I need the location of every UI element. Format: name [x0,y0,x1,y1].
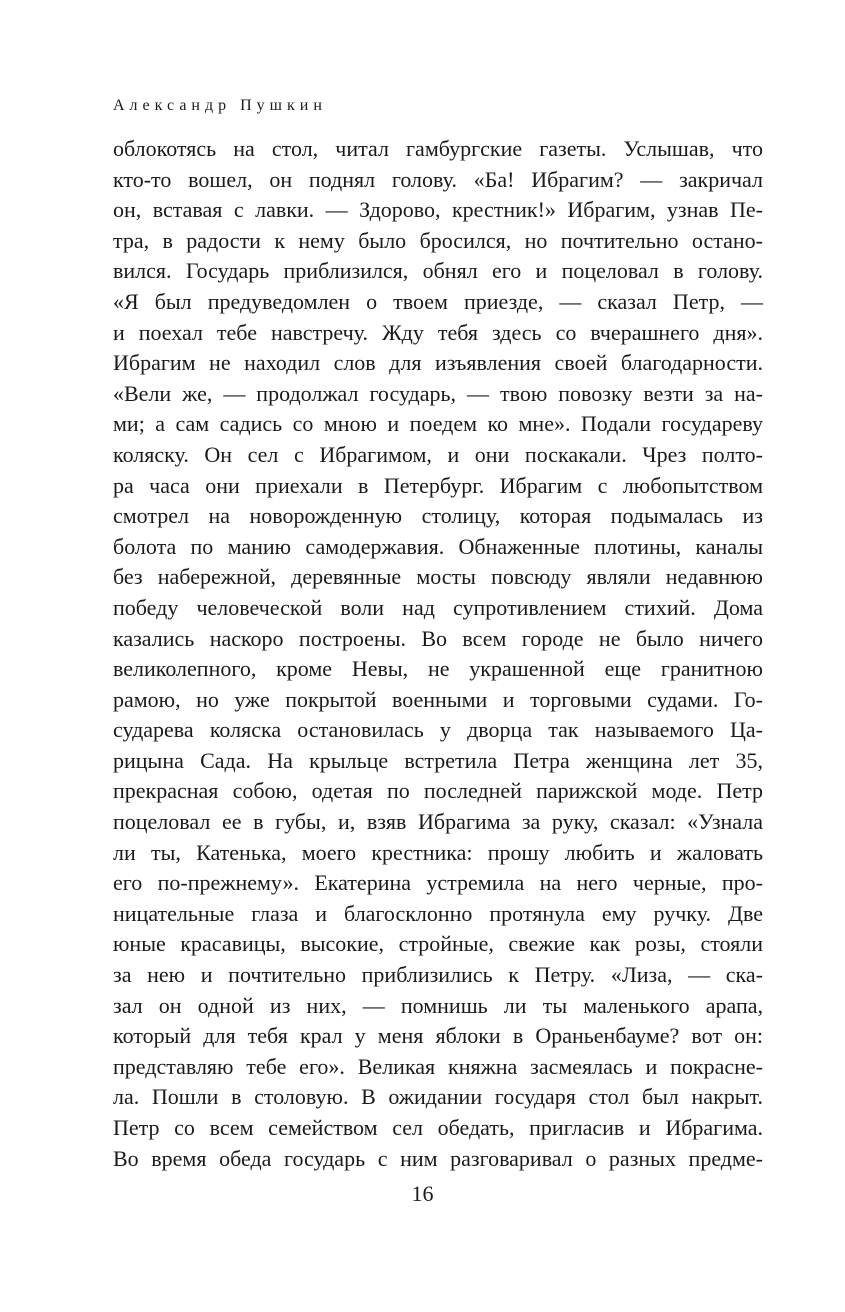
text-line: вился. Государь приблизился, обнял его и поцеловал в голову. [113,258,763,284]
text-line: Ибрагим не находил слов для изъявления своей благодарности. [113,350,763,376]
text-line: рамою, но уже покрытой военными и торговыми судами. Го- [113,686,763,712]
text-line: Во время обеда государь с ним разговаривал о разных предме- [113,1145,763,1171]
text-line: ницательные глаза и благосклонно протянула ему ручку. Две [113,900,763,926]
page-number: 16 [411,1181,434,1206]
text-line: «Вели же, — продолжал государь, — твою повозку везти за на- [113,380,763,406]
text-line: поцеловал ее в губы, и, взяв Ибрагима за руку, сказал: «Узнала [113,809,763,835]
text-line: «Я был предуведомлен о твоем приезде, — сказал Петр, — [113,288,763,314]
text-line: ра часа они приехали в Петербург. Ибрагим с любопытством [113,472,763,498]
text-line: облокотясь на стол, читал гамбургские газеты. Услышав, что [113,136,763,161]
text-line: Петр со всем семейством сел обедать, пригласив и Ибрагима. [113,1115,763,1140]
text-line: без набережной, деревянные мосты повсюду являли недавнюю [113,564,763,590]
text-line: юные красавицы, высокие, стройные, свежие как розы, стояли [113,931,763,957]
text-line: ла. Пошли в столовую. В ожидании государя стол был накрыт. [113,1084,763,1110]
text-line: он, вставая с лавки. — Здорово, крестник!» Ибрагим, узнав Пе- [113,197,763,223]
text-line: рицына Сада. На крыльце встретила Петра женщина лет 35, [113,747,763,773]
text-line: за нею и почтительно приблизились к Петру. «Лиза, — ска- [113,962,763,988]
text-line: победу человеческой воли над супротивлением стихий. Дома [113,594,763,620]
text-line: его по-прежнему». Екатерина устремила на него черные, про- [113,870,763,896]
text-line: тра, в радости к нему было бросился, но почтительно остано- [113,227,763,253]
text-line: и поехал тебе навстречу. Жду тебя здесь со вчерашнего дня». [113,319,763,345]
text-line: ли ты, Катенька, моего крестника: прошу любить и жаловать [113,839,763,865]
text-line: казались наскоро построены. Во всем городе не было ничего [113,625,763,651]
text-line: коляску. Он сел с Ибрагимом, и они поскакали. Чрез полто- [113,441,763,467]
text-line: представляю тебе его». Великая княжна засмеялась и покрасне- [113,1053,763,1079]
text-line: ми; а сам садись со мною и поедем ко мне». Подали государеву [113,411,763,437]
text-line: смотрел на новорожденную столицу, которая подымалась из [113,503,763,529]
running-head: Александр Пушкин [113,97,327,114]
text-line: сударева коляска остановилась у дворца так называемого Ца- [113,717,763,743]
text-line: прекрасная собою, одетая по последней парижской моде. Петр [113,778,763,804]
text-line: болота по манию самодержавия. Обнаженные плотины, каналы [113,533,763,559]
body-text [113,134,763,1174]
text-line: зал он одной из них, — помнишь ли ты маленького арапа, [113,992,763,1018]
text-line: великолепного, кроме Невы, не украшенной еще гранитною [113,656,763,682]
text-line: кто-то вошел, он поднял голову. «Ба! Ибрагим? — закричал [113,166,763,192]
text-line: который для тебя крал у меня яблоки в Ораньенбауме? вот он: [113,1023,763,1049]
